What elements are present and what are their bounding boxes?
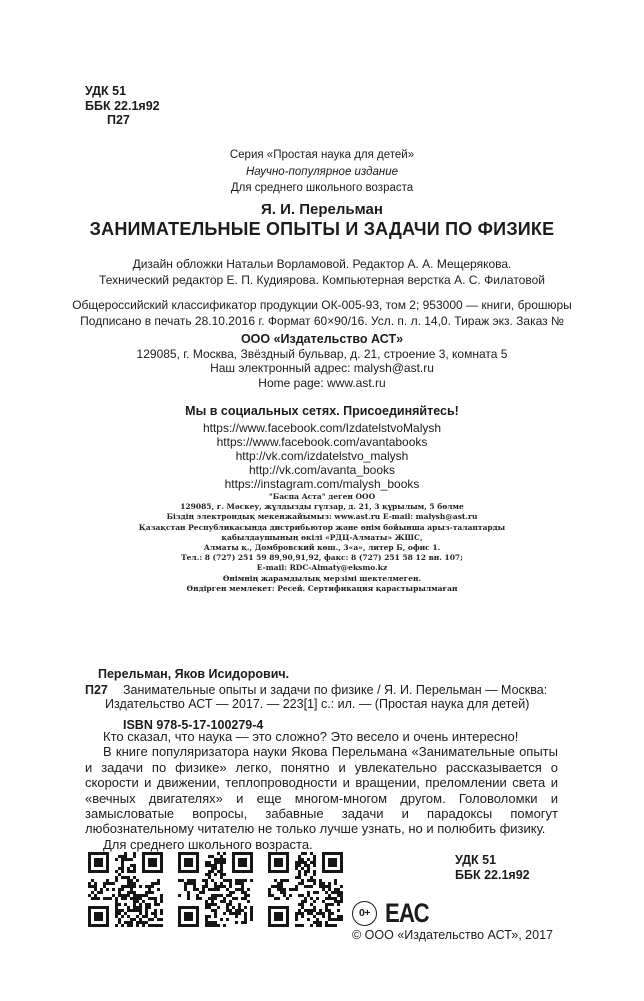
publisher-name: ООО «Издательство АСТ» (240, 332, 404, 346)
annotation-paragraph: Кто сказал, что наука — это сложно? Это весело и очень интересно! (103, 729, 519, 744)
series-title: Серия «Простая наука для детей» (229, 149, 415, 161)
credits-line: Дизайн обложки Натальи Ворламовой. Редактор А. А. Мещерякова. (132, 257, 512, 271)
kz-line: Қазақстан Республикасында дистрибьютор және өнім бойынша арыз-талаптарды (138, 522, 506, 532)
publisher-homepage: Home page: www.ast.ru (258, 375, 386, 390)
qr-code-icon (178, 852, 253, 927)
book-author: Я. И. Перельман (261, 201, 383, 218)
eac-mark-icon: ЕАС (385, 897, 429, 928)
kz-line: Өнімнің жарамдылық мерзімі шектелмеген. (222, 573, 422, 583)
kz-line: "Баспа Аста" деген ООО (268, 492, 376, 501)
qr-code-icon (268, 852, 343, 927)
edition-type: Научно-популярное издание (245, 165, 399, 178)
classifier-block (0, 297, 644, 329)
social-link-facebook-malysh: https://www.facebook.com/IzdatelstvoMalysh (202, 421, 442, 435)
social-heading: Мы в социальных сетях. Присоединяйтесь! (185, 404, 459, 418)
kz-line: 129085, г. Мәскеу, жұлдызды гүлзар, д. 21, 3 құрылым, 5 бөлме (180, 502, 464, 512)
bib-author-heading: Перельман, Яков Исидорович. (98, 667, 290, 681)
book-title: ЗАНИМАТЕЛЬНЫЕ ОПЫТЫ И ЗАДАЧИ ПО ФИЗИКЕ (89, 219, 555, 239)
kz-line: Алматы қ., Домбровский көш., 3«а», литер Б, офис 1. (203, 543, 441, 553)
social-link-facebook-avanta: https://www.facebook.com/avantabooks (216, 435, 428, 449)
kz-line: E-mail: RDC-Almaty@eksmo.kz (256, 563, 388, 573)
bib-entry-text: Занимательные опыты и задачи по физике / Я. И. Перельман — Москва: Издательство АСТ — 2017. — 223[1] с.: ил. — (Простая наука для детей) (105, 682, 548, 711)
bibliographic-record (85, 667, 558, 732)
classification-block-top (85, 84, 160, 128)
annotation-age-note: Для среднего школьного возраста. (103, 836, 313, 852)
bbk-number: ББК 22.1я92 (455, 867, 530, 882)
qr-codes-row (88, 852, 343, 927)
classifier-line: Общероссийский классификатор продукции ОК-005-93, том 2; 953000 — книги, брошюры (72, 298, 572, 312)
udk-number: УДК 51 (85, 84, 127, 98)
publisher-block (0, 332, 644, 390)
age-note: Для среднего школьного возраста (230, 182, 414, 194)
social-link-instagram: https://instagram.com/malysh_books (224, 477, 420, 491)
udk-number: УДК 51 (455, 853, 497, 867)
author-sign: П27 (107, 113, 130, 127)
kz-line: Тел.: 8 (727) 251 59 89,90,91,92, факс: 8 (727) 251 58 12 вн. 107; (181, 553, 463, 563)
qr-code-icon (88, 852, 163, 927)
age-rating-icon: 0+ (352, 901, 377, 926)
credits-line: Технический редактор Е. П. Кудиярова. Компьютерная верстка А. С. Филатовой (99, 272, 545, 287)
print-info-line: Подписано в печать 28.10.2016 г. Формат 60×90/16. Усл. п. л. 14,0. Тираж экз. Заказ № (80, 314, 564, 328)
publisher-address: 129085, г. Москва, Звёздный бульвар, д. 21, строение 3, комната 5 (136, 346, 508, 361)
kz-line: Өндірген мемлекет: Ресей. Сертификация қарастырылмаған (186, 583, 458, 593)
social-link-vk-avanta: http://vk.com/avanta_books (248, 463, 396, 477)
kz-line: қабылдаушының өкілі «РДЦ-Алматы» ЖШС, (221, 532, 423, 542)
publisher-email: Наш электронный адрес: malysh@ast.ru (210, 361, 434, 375)
kz-line: Біздің электрондық мекенжайымыз: www.ast.ru E-mail: malysh@ast.ru (166, 512, 478, 522)
bib-author-sign: П27 (85, 682, 108, 697)
certification-marks (352, 898, 438, 928)
isbn: ISBN 978-5-17-100279-4 (123, 717, 264, 732)
annotation-block (85, 729, 558, 852)
bbk-number: ББК 22.1я92 (85, 98, 160, 113)
series-block (0, 147, 644, 197)
social-link-vk-malysh: http://vk.com/izdatelstvo_malysh (235, 449, 409, 463)
kazakh-imprint-block (0, 492, 644, 594)
classification-block-bottom (455, 853, 530, 882)
social-links-block (0, 404, 644, 491)
credits-block (0, 257, 644, 288)
bib-entry (85, 683, 558, 712)
copyright-line: © ООО «Издательство АСТ», 2017 (352, 928, 553, 942)
annotation-paragraph: В книге популяризатора науки Якова Перельмана «Занимательные опыты и задачи по физике» легко, понятно и увлекательно рассказывается о скорости и движении, теплопроводности и вращении, преломлении света и «вечных двигателях» и еще многом-многом другом. Головоломки и замысловатые вопросы, забавные задачи и парадоксы помогут любознательному читателю не только лучше узнать, но и полюбить физику. (85, 744, 558, 837)
